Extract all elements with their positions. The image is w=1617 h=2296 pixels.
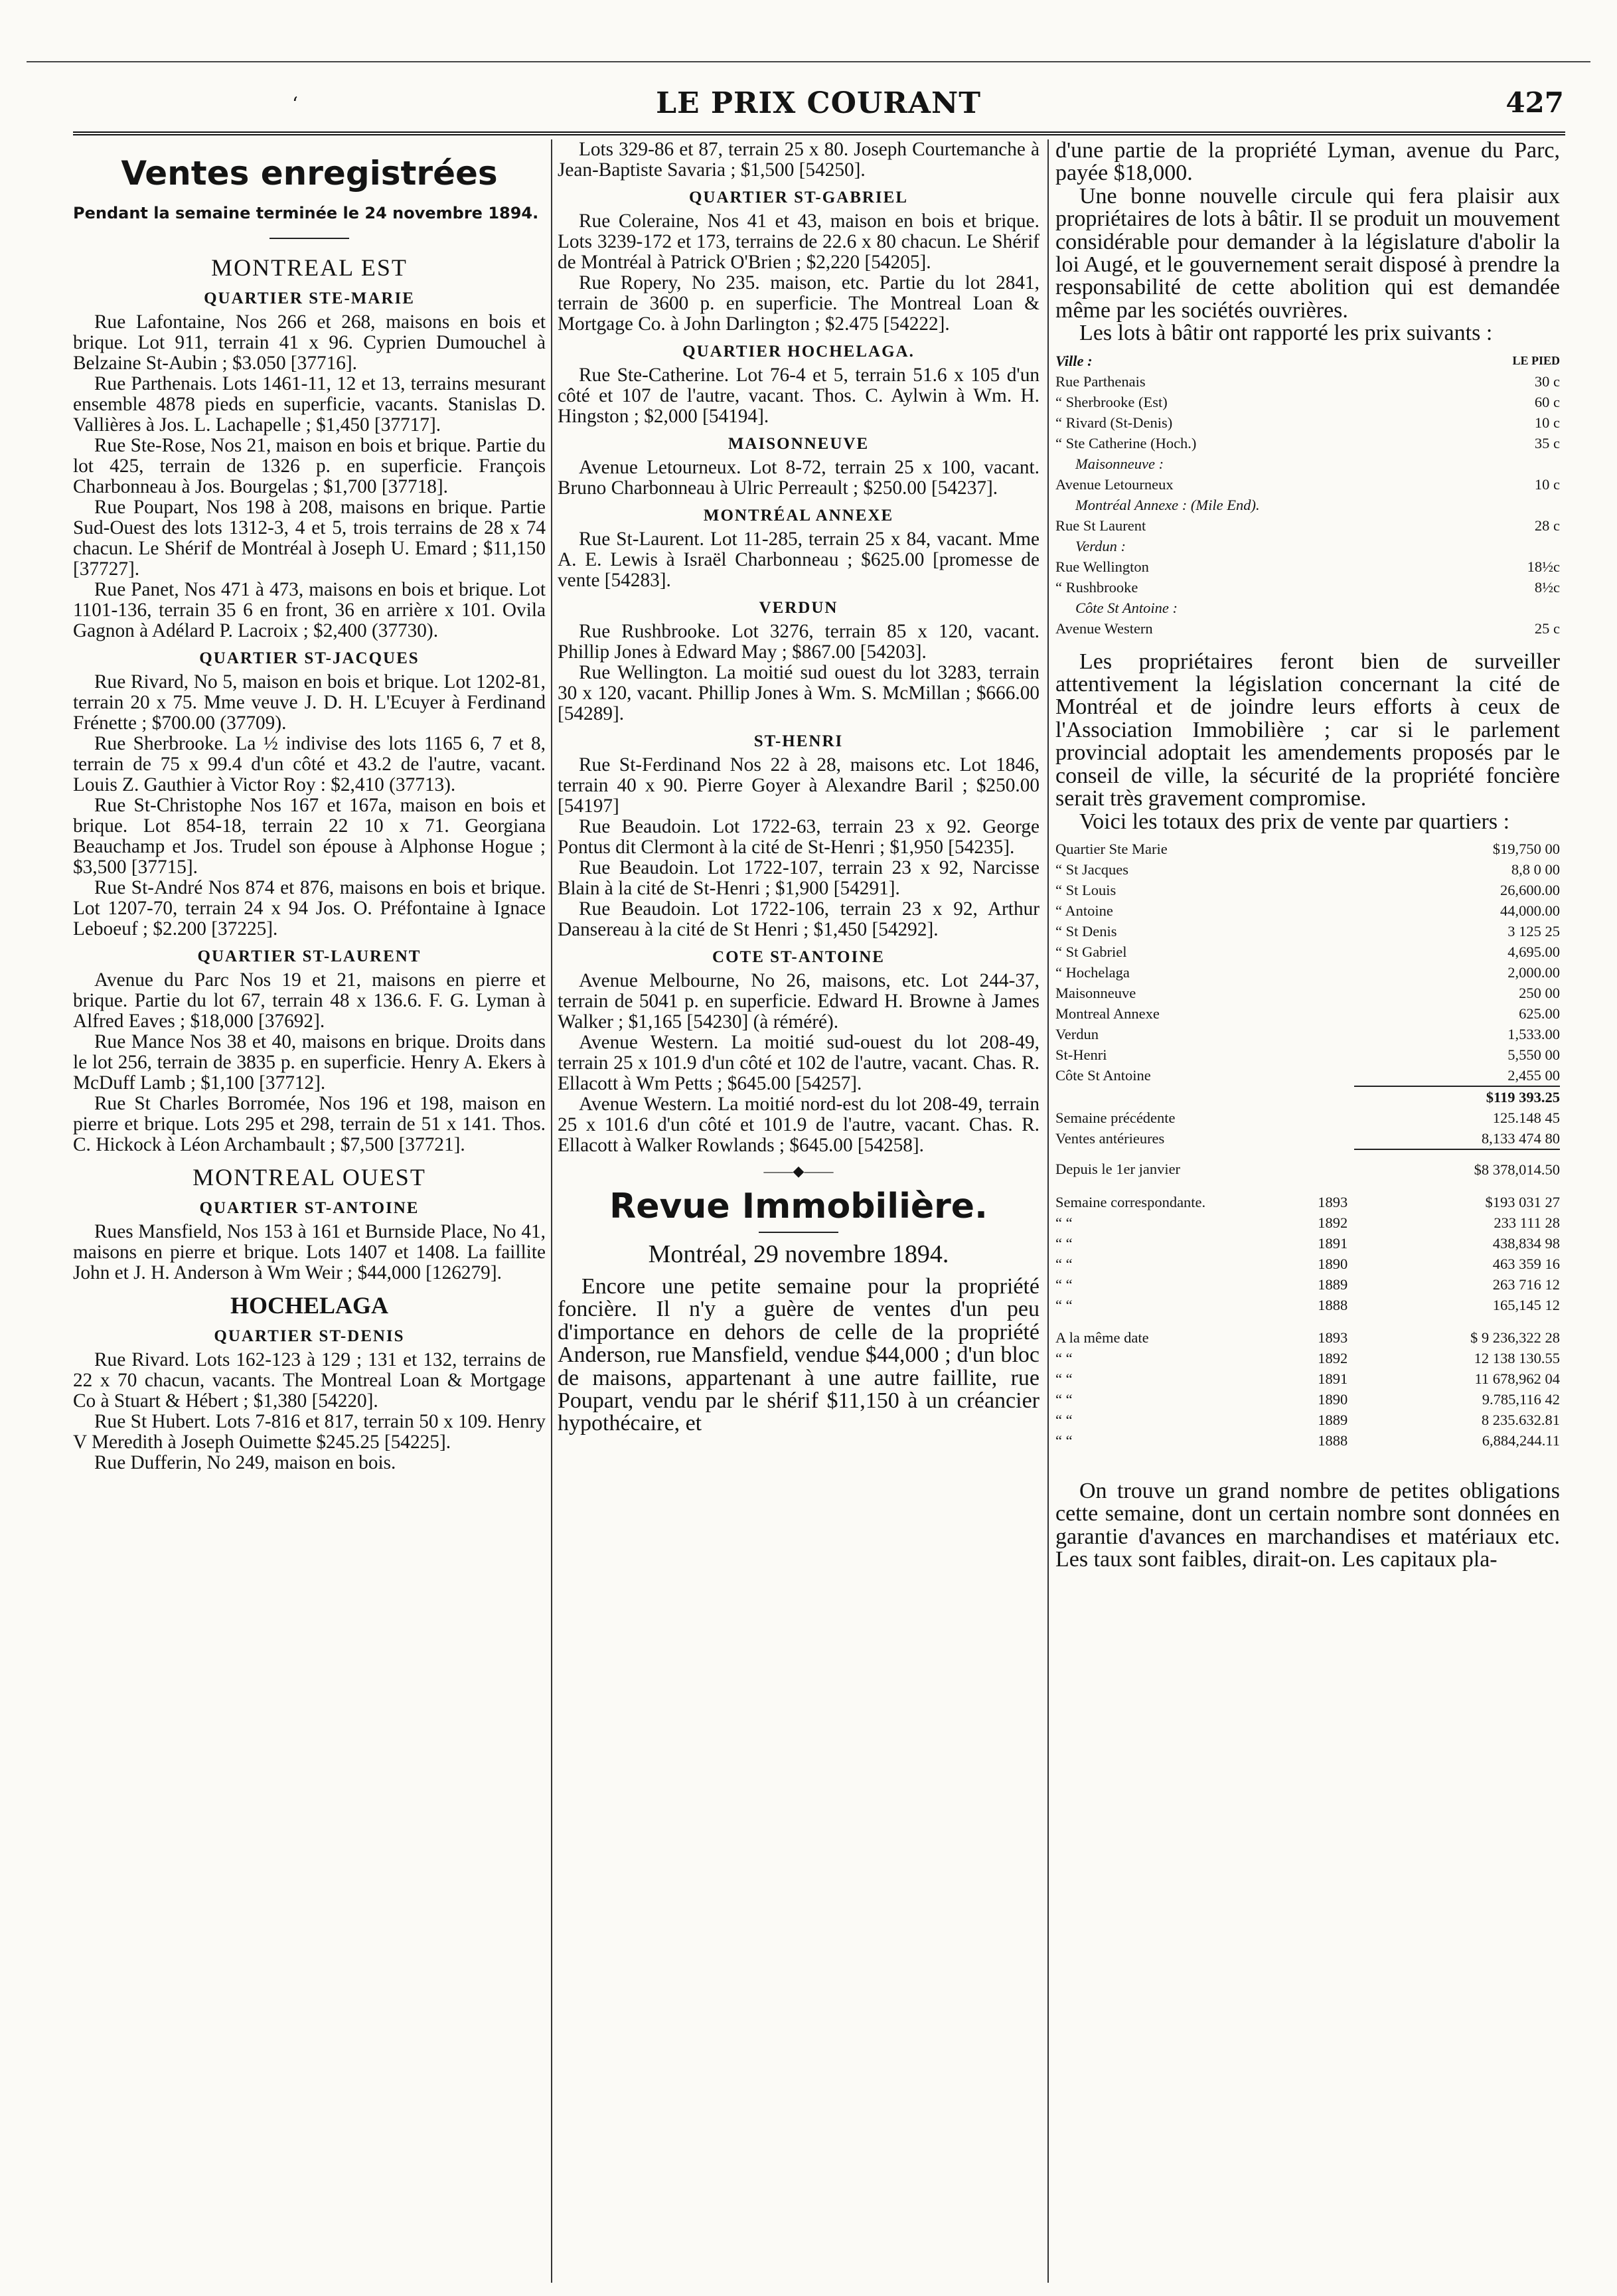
since-jan-label: Depuis le 1er janvier xyxy=(1055,1161,1181,1178)
sales-list xyxy=(558,621,1040,724)
sale-entry: Rue Mance Nos 38 et 40, maisons en brique. Droits dans le lot 256, terrain de 3835 p. en superficie. Henry A. Ekers à McDuff Lamb ; $1,100 [37712]. xyxy=(73,1031,546,1094)
sales-list xyxy=(558,365,1040,427)
ward-heading: QUARTIER ST-DENIS xyxy=(214,1327,405,1345)
sale-entry: Avenue du Parc Nos 19 et 21, maisons en pierre et brique. Partie du lot 67, terrain 48 x 136.6. F. G. Lyman à Alfred Eaves ; $18,000 [37692]. xyxy=(73,969,546,1032)
totals-label: “ St Gabriel xyxy=(1055,943,1127,960)
totals-label: “ Antoine xyxy=(1055,902,1113,919)
sale-entry: Rue St Hubert. Lots 7-816 et 817, terrain 50 x 109. Henry V Meredith à Joseph Ouimette $245.25 [54225]. xyxy=(73,1411,546,1453)
sale-entry: Rue Parthenais. Lots 1461-11, 12 et 13, terrains mesurant ensemble 4878 pieds en superficie, vacants. Stanislas D. Vallières à Jos. L. Lachapelle ; $1,450 [37717]. xyxy=(73,373,546,436)
sale-entry: Rue Sherbrooke. La ½ indivise des lots 1165 6, 7 et 8, terrain de 75 x 99.4 d'un côté et 43.2 de l'autre, vacant. Louis Z. Gauthier à Victor Roy : $2,410 (37713). xyxy=(73,733,546,795)
article-paragraph: Une bonne nouvelle circule qui fera plaisir aux propriétaires de lots à bâtir. Il se produit un mouvement considérable pour demander à la législature d'abolir la loi Augé, et le gouvernement serait disposé à prendre la responsabilité de cette abolition qui est demandée même par les sociétés ouvrières. xyxy=(1055,183,1560,323)
ward-heading: QUARTIER HOCHELAGA. xyxy=(682,343,915,361)
column-divider xyxy=(551,139,552,2283)
price-row xyxy=(1055,371,1560,392)
price-row xyxy=(1055,433,1560,453)
sales-list xyxy=(73,312,546,641)
price-label: Rue St Laurent xyxy=(1055,517,1146,534)
price-value: 18½c xyxy=(1527,558,1560,575)
page-header xyxy=(73,82,1564,125)
sale-entry: Rues Mansfield, Nos 153 à 161 et Burnside Place, No 41, maisons en pierre et brique. Lots 1407 et 1408. La faillite John et J. H. Anderson à Wm Weir ; $44,000 [126279]. xyxy=(73,1221,546,1283)
history-year: 1889 xyxy=(1318,1275,1348,1293)
totals-value: 44,000.00 xyxy=(1500,902,1560,919)
sale-entry: Rue St-André Nos 874 et 876, maisons en bois et brique. Lot 1207-70, terrain 24 x 94 Jos. O. Préfontaine à Ignace Leboeuf ; $2.200 [37225]. xyxy=(73,877,546,940)
price-value: 8½c xyxy=(1534,578,1560,596)
price-value: 28 c xyxy=(1534,517,1560,534)
totals-label: “ St Denis xyxy=(1055,922,1117,940)
totals-value: 3 125 25 xyxy=(1507,922,1560,940)
sale-entry: Rue Poupart, Nos 198 à 208, maisons en brique. Partie Sud-Ouest des lots 1312-3, 4 et 5, trois terrains de 28 x 74 chacun. Le Shérif de Montréal à Joseph U. Emard ; $11,150 [37727]. xyxy=(73,497,546,580)
history-year: 1893 xyxy=(1318,1193,1348,1210)
sale-entry: Lots 329-86 et 87, terrain 25 x 80. Joseph Courtemanche à Jean-Baptiste Savaria ; $1,500 [54250]. xyxy=(558,139,1040,181)
history-year: 1889 xyxy=(1318,1411,1348,1428)
sale-entry: Rue St-Christophe Nos 167 et 167a, maison en bois et brique. Lot 854-18, terrain 22 10 x 71. Georgiana Beauchamp et Jos. Trudel son épouse à Alphonse Hogue ; $3,500 [37715]. xyxy=(73,795,546,878)
district-heading: MONTREAL EST xyxy=(211,254,408,281)
ward-heading: COTE ST-ANTOINE xyxy=(712,948,885,966)
history-row xyxy=(1055,1192,1560,1212)
totals-label: Verdun xyxy=(1055,1025,1099,1042)
totals-row xyxy=(1055,900,1560,921)
sales-list xyxy=(558,971,1040,1156)
totals-row xyxy=(1055,921,1560,942)
price-value: 25 c xyxy=(1534,619,1560,637)
totals-value: 26,600.00 xyxy=(1500,881,1560,898)
ward-heading: QUARTIER ST-LAURENT xyxy=(197,947,422,965)
totals-value: 2,455 00 xyxy=(1507,1066,1560,1084)
history-label: A la même date xyxy=(1055,1329,1149,1346)
totals-label: St-Henri xyxy=(1055,1046,1107,1063)
totals-row xyxy=(1055,942,1560,962)
price-value xyxy=(1465,598,1560,618)
ward-heading: QUARTIER ST-GABRIEL xyxy=(688,189,909,206)
history-row xyxy=(1055,1212,1560,1233)
divider xyxy=(270,238,349,239)
sale-entry: Rue Coleraine, Nos 41 et 43, maison en bois et brique. Lots 3239-172 et 173, terrains de 22.6 x 80 chacun. Le Shérif de Montréal à Patrick O'Brien ; $2,220 [54205]. xyxy=(558,210,1040,273)
previous-sales-value: 8,133 474 80 xyxy=(1481,1129,1560,1147)
totals-label: Côte St Antoine xyxy=(1055,1067,1151,1084)
history-label: Semaine correspondante. xyxy=(1055,1193,1206,1210)
divider xyxy=(759,1232,838,1233)
price-row xyxy=(1055,556,1560,577)
history-value: 438,834 98 xyxy=(1492,1234,1560,1252)
totals-row xyxy=(1055,839,1560,859)
totals-row xyxy=(1055,983,1560,1003)
price-value xyxy=(1465,495,1560,515)
history-year: 1892 xyxy=(1318,1349,1348,1366)
history-value: 165,145 12 xyxy=(1492,1296,1560,1313)
article-dateline: Montréal, 29 novembre 1894. xyxy=(648,1240,949,1268)
history-label: “ “ xyxy=(1055,1296,1073,1313)
history-year: 1891 xyxy=(1318,1234,1348,1252)
totals-label: Montreal Annexe xyxy=(1055,1005,1160,1022)
history-year: 1890 xyxy=(1318,1255,1348,1272)
history-value: 6,884,244.11 xyxy=(1482,1432,1560,1449)
price-head-right: LE PIED xyxy=(1512,353,1560,367)
price-value: 30 c xyxy=(1534,372,1560,390)
totals-value: 2,000.00 xyxy=(1507,963,1560,981)
totals-row xyxy=(1055,962,1560,983)
history-label: “ “ xyxy=(1055,1411,1073,1428)
sale-entry: Rue Panet, Nos 471 à 473, maisons en bois et brique. Lot 1101-136, terrain 35 6 en front, 36 en arrière x 101. Ovila Gagnon à Adélard P. Lacroix ; $2,400 (37730). xyxy=(73,579,546,641)
section-subtitle: Pendant la semaine terminée le 24 novembre 1894. xyxy=(73,204,539,222)
price-label: “ Rushbrooke xyxy=(1055,578,1138,596)
price-value: 35 c xyxy=(1534,434,1560,451)
history-row xyxy=(1055,1410,1560,1430)
price-label: Maisonneuve : xyxy=(1075,455,1164,472)
price-subheading xyxy=(1055,453,1560,474)
sale-entry: Rue Rushbrooke. Lot 3276, terrain 85 x 120, vacant. Phillip Jones à Edward May ; $867.00 [54203]. xyxy=(558,621,1040,663)
article-paragraph: d'une partie de la propriété Lyman, avenue du Parc, payée $18,000. xyxy=(1055,138,1560,186)
sales-list xyxy=(558,139,1040,181)
price-label: “ Ste Catherine (Hoch.) xyxy=(1055,434,1197,451)
article-title: Revue Immobilière. xyxy=(609,1187,988,1226)
sale-entry: Avenue Western. La moitié nord-est du lot 208-49, terrain 25 x 101.6 d'un côté et 101.9 de l'autre, vacant. Chas. R. Ellacott à Walker Rowlands ; $645.00 [54258]. xyxy=(558,1094,1040,1156)
totals-row xyxy=(1055,1044,1560,1065)
sales-list xyxy=(558,211,1040,335)
totals-table xyxy=(1055,839,1560,1180)
ward-heading: QUARTIER ST-ANTOINE xyxy=(199,1199,420,1217)
section-title: Ventes enregistrées xyxy=(121,154,498,193)
history-value: 8 235.632.81 xyxy=(1481,1411,1560,1428)
history-year: 1893 xyxy=(1318,1329,1348,1346)
totals-value: 1,533.00 xyxy=(1507,1025,1560,1042)
history-year: 1888 xyxy=(1318,1296,1348,1313)
sale-entry: Rue Ste-Rose, Nos 21, maison en bois et brique. Partie du lot 425, terrain de 1326 p. en superficie. François Charbonneau à Jos. Bourgelas ; $1,700 [37718]. xyxy=(73,435,546,497)
header-mark: ‘ xyxy=(292,93,298,115)
previous-sales-label: Ventes antérieures xyxy=(1055,1130,1165,1147)
history-label: “ “ xyxy=(1055,1349,1073,1366)
price-row xyxy=(1055,474,1560,495)
history-row xyxy=(1055,1295,1560,1315)
ornament-divider: ——◆—— xyxy=(763,1163,834,1179)
history-label: “ “ xyxy=(1055,1275,1073,1293)
top-scan-line xyxy=(27,61,1590,62)
history-row xyxy=(1055,1274,1560,1295)
totals-label: Quartier Ste Marie xyxy=(1055,840,1168,857)
totals-label: “ St Jacques xyxy=(1055,861,1128,878)
sale-entry: Rue St-Ferdinand Nos 22 à 28, maisons etc. Lot 1846, terrain 40 x 90. Pierre Goyer à Alexandre Baril ; $250.00 [54197] xyxy=(558,754,1040,817)
article-paragraph: Les propriétaires feront bien de surveiller attentivement la législation concernant la cité de Montréal et de joindre leurs efforts à ceux de l'Association Immobilière ; car si le parlement provincial adoptait les amendements proposés par le conseil de ville, la sécurité de la propriété foncière serait très gravement compromise. xyxy=(1055,649,1560,811)
prev-week-value: 125.148 45 xyxy=(1492,1109,1560,1126)
district-heading: MONTREAL OUEST xyxy=(193,1164,426,1190)
totals-value: 250 00 xyxy=(1519,984,1560,1001)
price-row xyxy=(1055,392,1560,412)
history-value: 463 359 16 xyxy=(1492,1255,1560,1272)
history-value: $ 9 236,322 28 xyxy=(1470,1329,1560,1346)
totals-label: Maisonneuve xyxy=(1055,984,1136,1001)
history-value: 12 138 130.55 xyxy=(1474,1349,1560,1366)
history-label: “ “ xyxy=(1055,1432,1073,1449)
history-year: 1892 xyxy=(1318,1214,1348,1231)
history-row xyxy=(1055,1327,1560,1348)
ward-heading: VERDUN xyxy=(759,599,838,617)
price-value xyxy=(1465,536,1560,556)
history-value: 263 716 12 xyxy=(1492,1275,1560,1293)
price-label: “ Sherbrooke (Est) xyxy=(1055,393,1168,410)
history-value: 9.785,116 42 xyxy=(1482,1390,1560,1408)
sale-entry: Avenue Letourneux. Lot 8-72, terrain 25 x 100, vacant. Bruno Charbonneau à Ulric Perreault ; $250.00 [54237]. xyxy=(558,457,1040,499)
sale-entry: Avenue Western. La moitié sud-ouest du lot 208-49, terrain 25 x 101.9 d'un côté et 102 de l'autre, vacant. Chas. R. Ellacott à Wm Petts ; $645.00 [54257]. xyxy=(558,1032,1040,1094)
article-paragraph: Encore une petite semaine pour la propriété foncière. Il n'y a guère de ventes d'un peu d'importance en dehors de celle de la propriété Anderson, rue Mansfield, vendue $44,000 ; d'un bloc de maisons, appartenant à une autre faillite, rue Poupart, vendu par le shérif $11,150 à un créancier hypothécaire, et xyxy=(558,1274,1040,1436)
ward-heading: ST-HENRI xyxy=(753,732,844,750)
totals-row xyxy=(1055,1003,1560,1024)
history-label: “ “ xyxy=(1055,1390,1073,1408)
prev-week-label: Semaine précédente xyxy=(1055,1109,1176,1126)
sale-entry: Rue Ste-Catherine. Lot 76-4 et 5, terrain 51.6 x 105 d'un côté et 107 de l'autre, vacant. Thos. C. Aylwin à Wm. H. Hingston ; $2,000 [54194]. xyxy=(558,365,1040,427)
page-number: 427 xyxy=(1505,86,1564,119)
history-label: “ “ xyxy=(1055,1214,1073,1231)
ward-heading: MAISONNEUVE xyxy=(728,435,870,453)
price-head-left: Ville : xyxy=(1055,352,1093,369)
price-row xyxy=(1055,577,1560,598)
history-label: “ “ xyxy=(1055,1255,1073,1272)
history-row xyxy=(1055,1368,1560,1389)
history-row xyxy=(1055,1254,1560,1274)
price-label: Avenue Western xyxy=(1055,619,1153,637)
totals-row xyxy=(1055,1024,1560,1044)
history-label: “ “ xyxy=(1055,1234,1073,1252)
sale-entry: Rue Dufferin, No 249, maison en bois. xyxy=(94,1452,396,1473)
price-row xyxy=(1055,618,1560,639)
price-label: Montréal Annexe : (Mile End). xyxy=(1075,496,1260,513)
totals-row xyxy=(1055,859,1560,880)
history-row xyxy=(1055,1430,1560,1451)
sale-entry: Rue Beaudoin. Lot 1722-63, terrain 23 x 92. George Pontus dit Clermont à la cité de St-Henri ; $1,950 [54235]. xyxy=(558,816,1040,858)
column-divider xyxy=(1047,139,1049,2283)
article-paragraph: Voici les totaux des prix de vente par quartiers : xyxy=(1079,809,1510,834)
price-subheading xyxy=(1055,536,1560,556)
totals-label: “ Hochelaga xyxy=(1055,963,1130,981)
sale-entry: Rue Rivard, No 5, maison en bois et brique. Lot 1202-81, terrain 20 x 75. Mme veuve J. D. H. L'Ecuyer à Ferdinand Frénette ; $700.00 (37709). xyxy=(73,671,546,734)
history-row xyxy=(1055,1233,1560,1254)
corresponding-week-table xyxy=(1055,1192,1560,1315)
sale-entry: Rue St-Laurent. Lot 11-285, terrain 25 x 84, vacant. Mme A. E. Lewis à Israël Charbonneau ; $625.00 [promesse de vente [54283]. xyxy=(558,529,1040,591)
sale-entry: Rue St Charles Borromée, Nos 196 et 198, maison en pierre et brique. Lots 295 et 298, terrain de 51 x 141. Thos. C. Hickock à Léon Archambault ; $7,500 [37721]. xyxy=(73,1093,546,1155)
header-rule xyxy=(73,131,1565,135)
price-label: Verdun : xyxy=(1075,537,1126,554)
history-year: 1888 xyxy=(1318,1432,1348,1449)
sales-list xyxy=(73,1350,546,1473)
history-row xyxy=(1055,1348,1560,1368)
sales-list xyxy=(73,672,546,940)
history-year: 1890 xyxy=(1318,1390,1348,1408)
price-value: 10 c xyxy=(1534,414,1560,431)
column-middle xyxy=(558,139,1040,2283)
ward-heading: QUARTIER STE-MARIE xyxy=(204,289,415,307)
price-value xyxy=(1465,453,1560,474)
sales-list xyxy=(73,1222,546,1283)
history-value: $193 031 27 xyxy=(1485,1193,1560,1210)
sale-entry: Rue Beaudoin. Lot 1722-106, terrain 23 x 92, Arthur Dansereau à la cité de St Henri ; $1,450 [54292]. xyxy=(558,898,1040,940)
price-value: 10 c xyxy=(1534,475,1560,493)
totals-row xyxy=(1055,1065,1560,1086)
totals-value: $19,750 00 xyxy=(1492,840,1560,857)
sale-entry: Rue Beaudoin. Lot 1722-107, terrain 23 x 92, Narcisse Blain à la cité de St-Henri ; $1,900 [54291]. xyxy=(558,857,1040,899)
totals-value: 4,695.00 xyxy=(1507,943,1560,960)
column-right xyxy=(1055,139,1560,2283)
sales-list xyxy=(558,755,1040,940)
sale-entry: Rue Ropery, No 235. maison, etc. Partie du lot 2841, terrain de 3600 p. en superficie. The Montreal Loan & Mortgage Co. à John Darlington ; $2.475 [54222]. xyxy=(558,272,1040,335)
history-value: 11 678,962 04 xyxy=(1474,1370,1560,1387)
sales-list xyxy=(73,970,546,1155)
article-paragraph: On trouve un grand nombre de petites obligations cette semaine, dont un certain nombre sont données en garantie d'avances en marchandises et matériaux etc. Les taux sont faibles, dirait-on. Les capitaux pla- xyxy=(1055,1478,1560,1572)
totals-row xyxy=(1055,880,1560,900)
article-paragraphs xyxy=(1055,139,1560,345)
sales-list xyxy=(558,529,1040,591)
sum-total: $119 393.25 xyxy=(1354,1086,1560,1107)
article-paragraph: Les lots à bâtir ont rapporté les prix suivants : xyxy=(1079,321,1493,346)
since-jan-value: $8 378,014.50 xyxy=(1354,1149,1560,1180)
price-row xyxy=(1055,412,1560,433)
price-label: “ Rivard (St-Denis) xyxy=(1055,414,1173,431)
column-left xyxy=(73,139,546,2283)
price-label: Rue Parthenais xyxy=(1055,372,1146,390)
sale-entry: Rue Wellington. La moitié sud ouest du lot 3283, terrain 30 x 120, vacant. Phillip Jones à Wm. S. McMillan ; $666.00 [54289]. xyxy=(558,662,1040,724)
price-value: 60 c xyxy=(1534,393,1560,410)
same-date-table xyxy=(1055,1327,1560,1451)
sale-entry: Rue Lafontaine, Nos 266 et 268, maisons en bois et brique. Lot 911, terrain 41 x 96. Cyprien Dumouchel à Belzaine St-Aubin ; $3.050 [37716]. xyxy=(73,311,546,374)
history-year: 1891 xyxy=(1318,1370,1348,1387)
ward-heading: MONTRÉAL ANNEXE xyxy=(703,507,894,525)
ward-heading: QUARTIER ST-JACQUES xyxy=(199,649,420,667)
sales-list xyxy=(558,457,1040,499)
district-heading: HOCHELAGA xyxy=(230,1292,389,1319)
totals-value: 625.00 xyxy=(1519,1005,1560,1022)
sale-entry: Avenue Melbourne, No 26, maisons, etc. Lot 244-37, terrain de 5041 p. en superficie. Edward H. Browne à James Walker ; $1,165 [54230] (à réméré). xyxy=(558,970,1040,1032)
totals-value: 8,8 0 00 xyxy=(1511,861,1560,878)
totals-value: 5,550 00 xyxy=(1507,1046,1560,1063)
price-subheading xyxy=(1055,495,1560,515)
history-row xyxy=(1055,1389,1560,1410)
history-value: 233 111 28 xyxy=(1494,1214,1560,1231)
price-label: Rue Wellington xyxy=(1055,558,1149,575)
price-label: Avenue Letourneux xyxy=(1055,475,1174,493)
sale-entry: Rue Rivard. Lots 162-123 à 129 ; 131 et 132, terrains de 22 x 70 chacun, vacants. The Montreal Loan & Mortgage Co à Stuart & Hébert ; $1,380 [54220]. xyxy=(73,1349,546,1412)
price-subheading xyxy=(1055,598,1560,618)
lot-price-table xyxy=(1055,351,1560,639)
totals-label: “ St Louis xyxy=(1055,881,1116,898)
article-paragraphs xyxy=(1055,651,1560,833)
journal-title: LE PRIX COURANT xyxy=(656,86,981,120)
price-row xyxy=(1055,515,1560,536)
price-label: Côte St Antoine : xyxy=(1075,599,1178,616)
history-label: “ “ xyxy=(1055,1370,1073,1387)
